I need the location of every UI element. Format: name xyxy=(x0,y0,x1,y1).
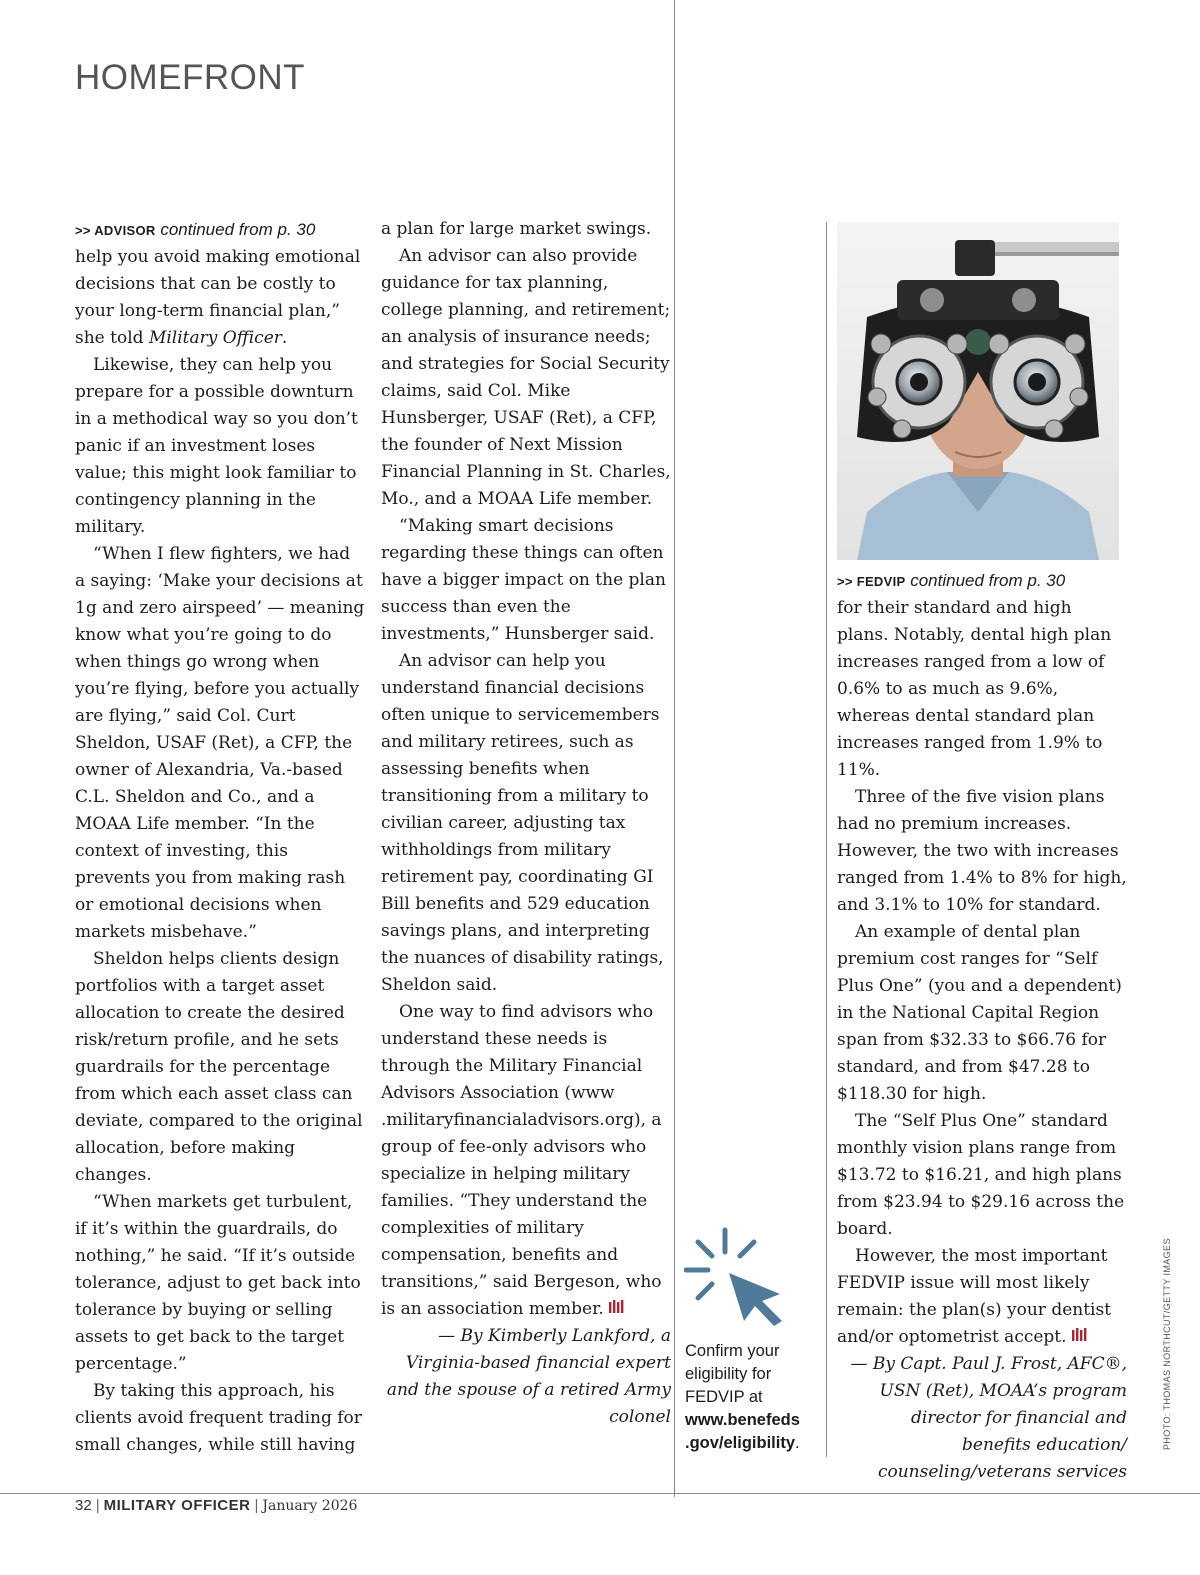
fedvip-paragraph-4: The “Self Plus One” standard monthly vision plans range from $13.72 to $16.21, and high plans from $23.94 to $29.16 across the board. xyxy=(837,1111,1125,1239)
callout-text: Confirm your eligibility for FEDVIP at xyxy=(685,1342,780,1406)
advisor-paragraph-10: An advisor can help you understand financial decisions often unique to servicemembers and military retirees, such as assessing benefits when transitioning from a military to civilian career, adjusting tax withholdings from military retirement pay, coordinating GI Bill benefits and 529 education savings plans, and interpreting the nuances of disability ratings, Sheldon said. xyxy=(381,651,664,995)
page-footer: 32 | MILITARY OFFICER | January 2026 xyxy=(75,1497,358,1514)
section-title: HOMEFRONT xyxy=(75,58,306,97)
advisor-paragraph-5: “When markets get turbulent, if it’s within the guardrails, do nothing,” he said. “If it’s outside tolerance, adjust to get back into tolerance by buying or selling assets to get back to the target percentage.” xyxy=(75,1192,361,1374)
advisor-paragraph-1: >> ADVISOR continued from p. 30 help you avoid making emotional decisions that can be costly to your long-term financial plan,” she told Military Officer. xyxy=(75,220,361,348)
fedvip-paragraph-5: However, the most important FEDVIP issue will most likely remain: the plan(s) your dentist and/or optometrist accept. xyxy=(837,1246,1112,1347)
fedvip-jump-line: >> FEDVIP continued from p. 30 xyxy=(837,571,1066,590)
advisor-column-2 xyxy=(381,216,671,1431)
end-mark-icon xyxy=(1071,1328,1088,1343)
advisor-paragraph-11: One way to find advisors who understand these needs is through the Military Financial Advisors Association (www .militaryfinancialadvisors.org), a group of fee-only advisors who specialize in helping military families. “They understand the complexities of military compensation, benefits and transitions,” said Bergeson, who is an association member. xyxy=(381,1002,662,1319)
advisor-paragraph-9: “Making smart decisions regarding these things can often have a bigger impact on the plan success than even the investments,” Hunsberger said. xyxy=(381,516,666,644)
eligibility-callout xyxy=(685,1340,820,1455)
end-mark-icon xyxy=(608,1300,625,1315)
fedvip-byline: — By Capt. Paul J. Frost, AFC®, USN (Ret), MOAA’s program director for financial and benefits education/ counseling/veterans services xyxy=(850,1354,1127,1482)
publication-name: MILITARY OFFICER xyxy=(103,1497,251,1514)
advisor-paragraph-6: By taking this approach, his clients avoid frequent trading for small changes, while still having xyxy=(75,1381,362,1455)
magazine-title: Military Officer xyxy=(148,328,282,348)
issue-date: January 2026 xyxy=(262,1498,358,1514)
cursor-click-icon xyxy=(684,1226,792,1326)
advisor-paragraph-8: An advisor can also provide guidance for tax planning, college planning, and retirement; an analysis of insurance needs; and strategies for Social Security claims, said Col. Mike Hunsberger, USAF (Ret), a CFP, the founder of Next Mission Financial Planning in St. Charles, Mo., and a MOAA Life member. xyxy=(381,246,671,509)
fedvip-paragraph-2: Three of the five vision plans had no premium increases. However, the two with increases ranged from 1.4% to 8% for high, and 3.1% to 10% for standard. xyxy=(837,787,1127,915)
footer-rule xyxy=(0,1493,1200,1494)
advisor-paragraph-2: Likewise, they can help you prepare for a possible downturn in a methodical way so you don’t panic if an investment loses value; this might look familiar to contingency planning in the military. xyxy=(75,355,358,537)
eye-exam-photo xyxy=(837,222,1119,560)
sidebar-divider xyxy=(826,222,827,1457)
advisor-jump-line: >> ADVISOR continued from p. 30 xyxy=(75,220,316,239)
eligibility-link[interactable]: www.benefeds .gov/eligibility. xyxy=(685,1411,800,1452)
advisor-byline: — By Kimberly Lankford, a Virginia-based financial expert and the spouse of a retired Army colonel xyxy=(386,1326,671,1427)
fedvip-paragraph-1: >> FEDVIP continued from p. 30 for their standard and high plans. Notably, dental high plan increases ranged from a low of 0.6% to as much as 9.6%, whereas dental standard plan increases ranged from 1.9% to 11%. xyxy=(837,571,1112,780)
photo-credit: PHOTO: THOMAS NORTHCUT/GETTY IMAGES xyxy=(1162,1238,1172,1450)
advisor-paragraph-4: Sheldon helps clients design portfolios with a target asset allocation to create the desired risk/return profile, and he sets guardrails for the percentage from which each asset class can deviate, compared to the original allocation, before making changes. xyxy=(75,949,363,1185)
column-divider xyxy=(674,0,675,1497)
fedvip-paragraph-3: An example of dental plan premium cost ranges for “Self Plus One” (you and a dependent) in the National Capital Region span from $32.33 to $66.76 for standard, and from $47.28 to $118.30 for high. xyxy=(837,922,1122,1104)
advisor-column-1 xyxy=(75,216,365,1459)
advisor-paragraph-3: “When I flew fighters, we had a saying: ‘Make your decisions at 1g and zero airspeed’ — meaning know what you’re going to do when things go wrong when you’re flying, before you actually are flying,” said Col. Curt Sheldon, USAF (Ret), a CFP, the owner of Alexandria, Va.-based C.L. Sheldon and Co., and a MOAA Life member. “In the context of investing, this prevents you from making rash or emotional decisions when markets misbehave.” xyxy=(75,544,365,942)
page-number: 32 xyxy=(75,1497,92,1514)
advisor-paragraph-7: a plan for large market swings. xyxy=(381,219,652,239)
fedvip-column xyxy=(837,567,1127,1486)
